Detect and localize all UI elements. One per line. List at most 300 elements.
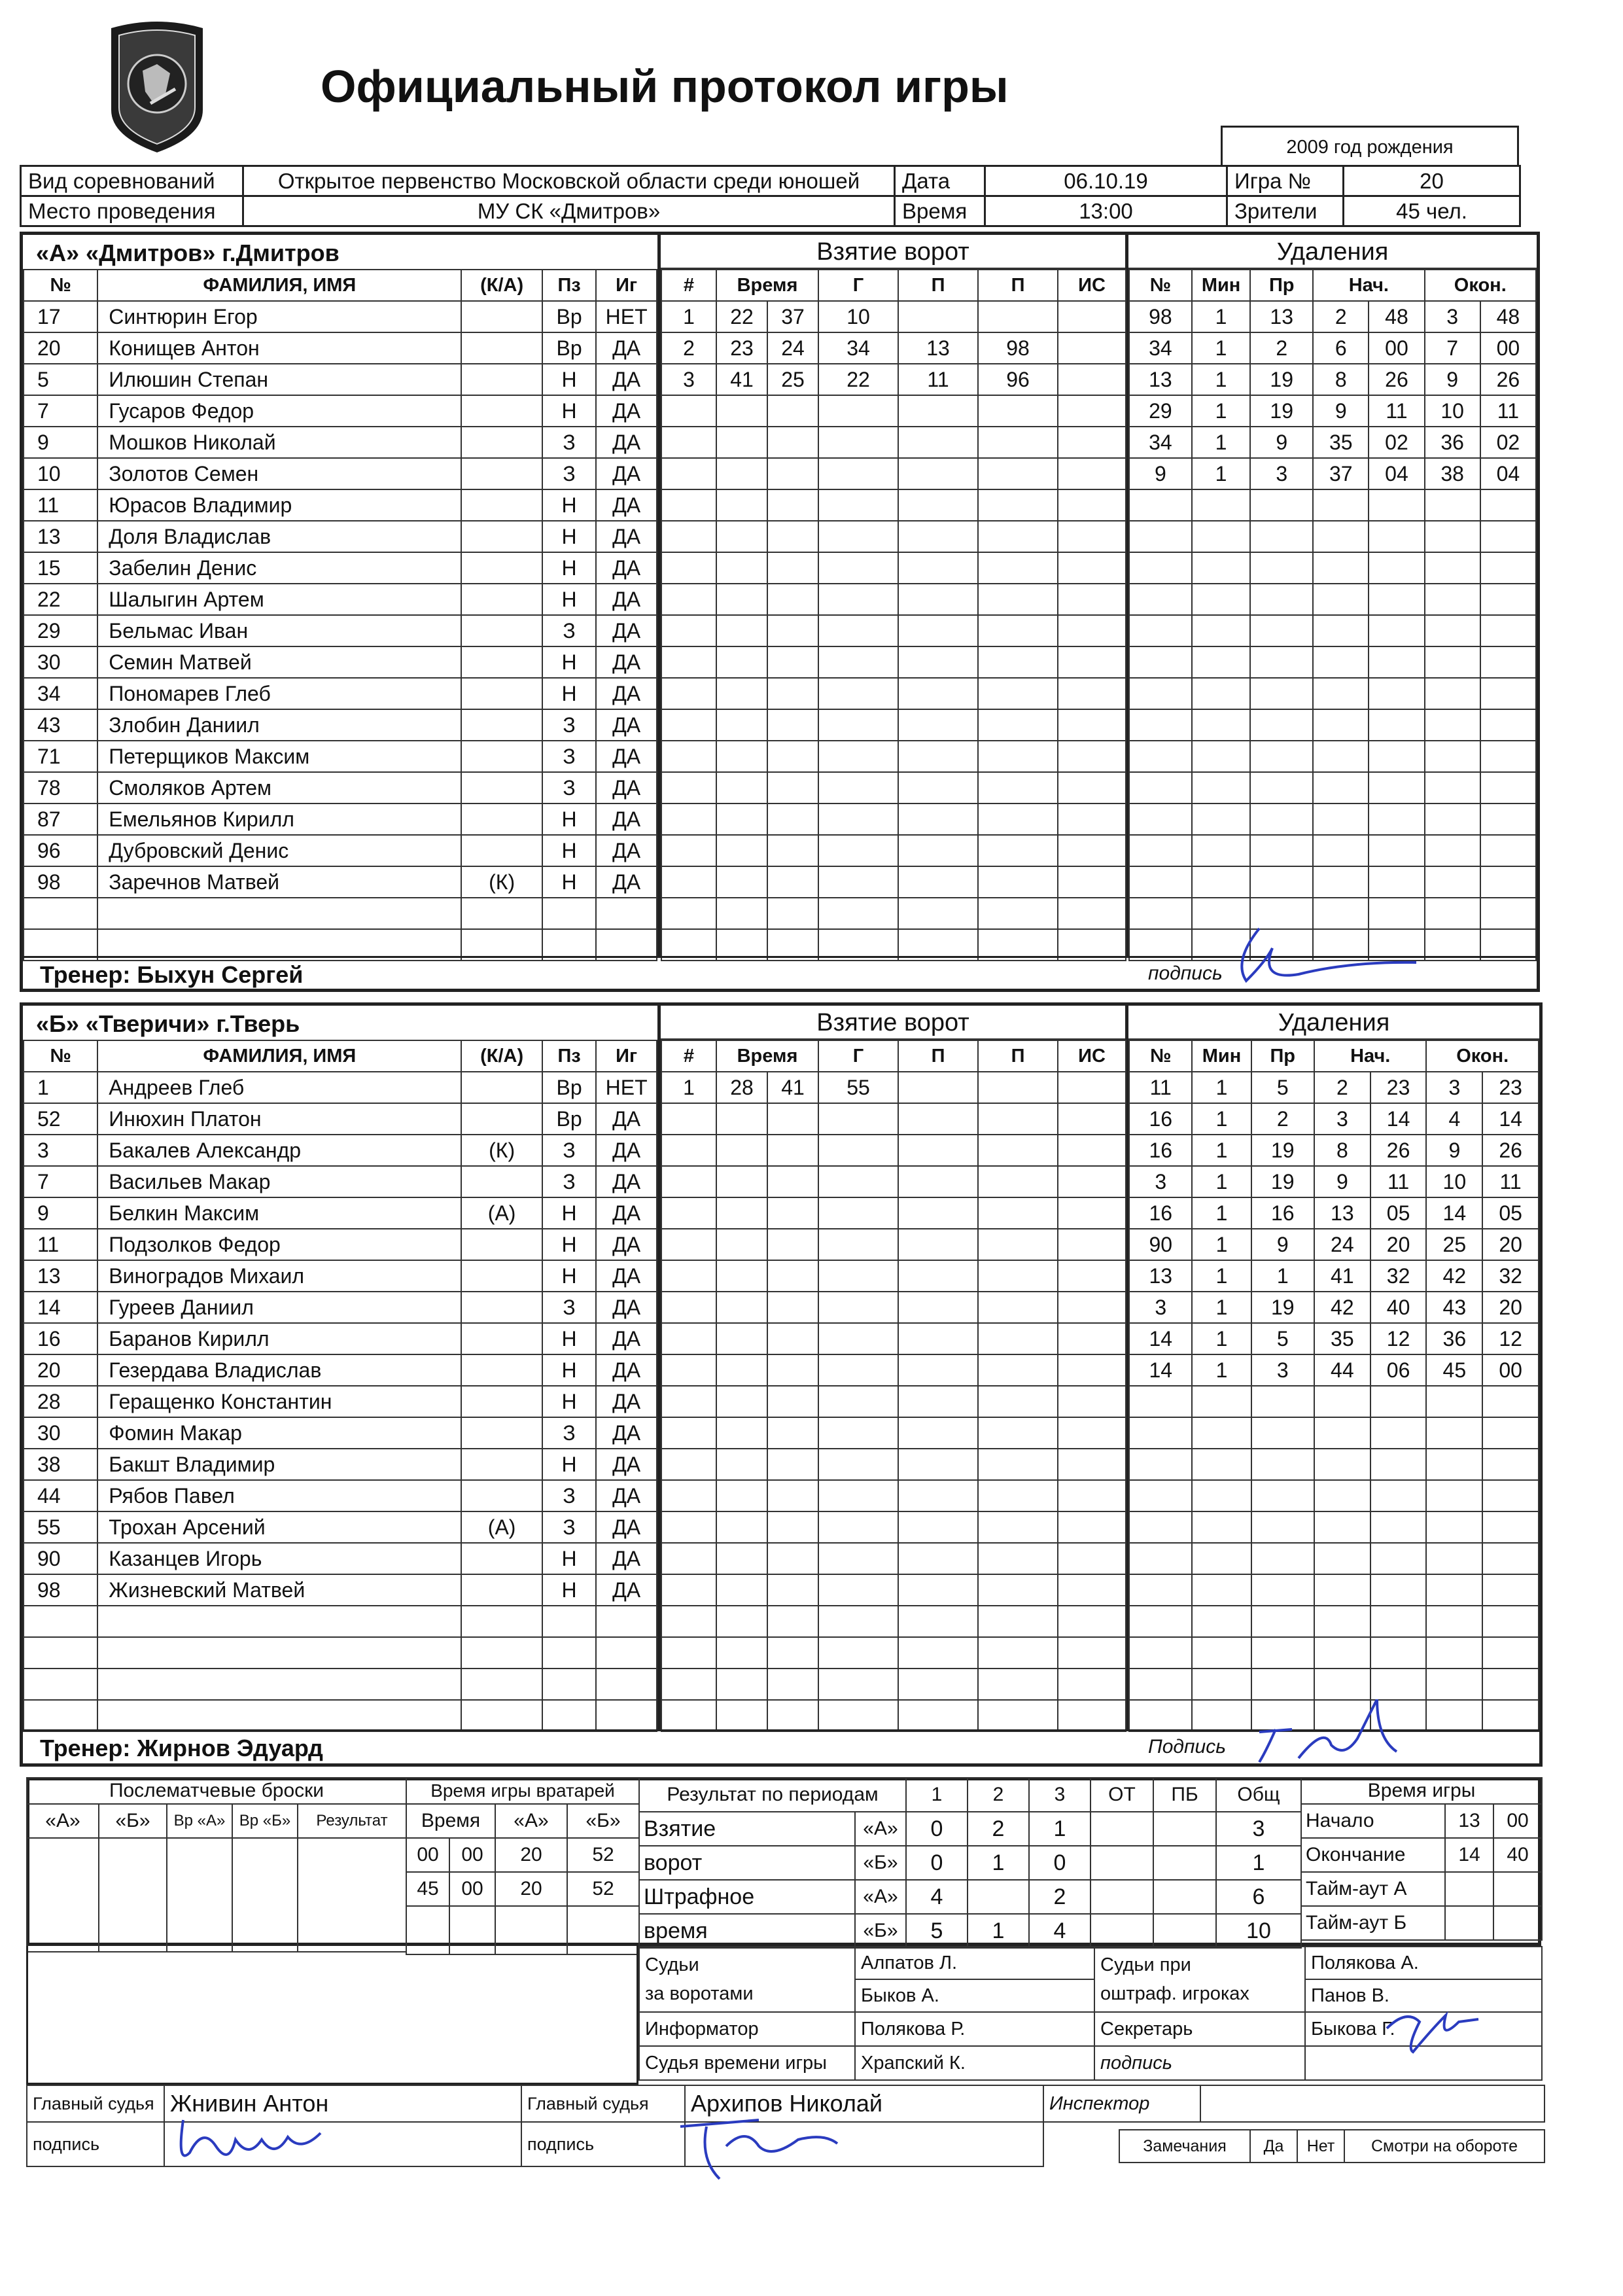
player-number: 55 (24, 1511, 97, 1543)
goal-second (767, 1700, 818, 1731)
player-played: ДА (596, 395, 657, 427)
goals-label-1: Взятие (639, 1812, 855, 1846)
pen-player (1129, 521, 1192, 552)
goal-assist1 (898, 1323, 978, 1354)
goal-number (661, 772, 716, 804)
pen-end-sec (1482, 1417, 1539, 1449)
player-position: З (542, 1511, 596, 1543)
player-played: ДА (596, 521, 657, 552)
pen-start-sec (1369, 866, 1424, 898)
goal-number (661, 1511, 716, 1543)
pen-start-sec: 02 (1369, 427, 1424, 458)
player-role (461, 1166, 542, 1197)
goal-number (661, 1543, 716, 1574)
table-row (1129, 1417, 1539, 1449)
table-row (661, 1449, 1126, 1480)
player-position (542, 1700, 596, 1731)
table-row (661, 1103, 1126, 1135)
roster-header-num: № (24, 1040, 97, 1072)
goal-assist2 (978, 1229, 1058, 1260)
pim-b-team: «Б» (855, 1914, 906, 1948)
table-row (1129, 741, 1536, 772)
player-role (461, 709, 542, 741)
pen-player (1129, 1700, 1192, 1731)
periods-table (638, 1777, 1302, 1949)
pen-reason: 9 (1250, 427, 1313, 458)
player-name: Золотов Семен (97, 458, 461, 489)
pen-minutes: 1 (1192, 1323, 1251, 1354)
pim-a-total: 6 (1216, 1880, 1301, 1914)
player-played: ДА (596, 772, 657, 804)
pen-start-sec (1370, 1543, 1427, 1574)
pen-end-min: 14 (1426, 1197, 1482, 1229)
head-ref-2-name: Архипов Николай (685, 2085, 1043, 2122)
pim-a-p1: 4 (906, 1880, 968, 1914)
player-role (461, 1229, 542, 1260)
pen-reason: 3 (1251, 1354, 1314, 1386)
pen-minutes (1192, 1700, 1251, 1731)
pen-minutes: 1 (1192, 458, 1250, 489)
time-value: 13:00 (985, 196, 1227, 226)
pen-player (1129, 1669, 1192, 1700)
player-position: Вр (542, 1103, 596, 1135)
goal-scorer (818, 1135, 898, 1166)
player-played: ДА (596, 364, 657, 395)
player-name: Баранов Кирилл (97, 1323, 461, 1354)
pen-start-sec: 12 (1370, 1323, 1427, 1354)
player-played (596, 1606, 657, 1637)
pen-reason (1250, 709, 1313, 741)
pen-reason (1251, 1449, 1314, 1480)
shootout-vra: Вр «А» (167, 1804, 232, 1838)
table-row (661, 521, 1126, 552)
goal-situation (1058, 458, 1126, 489)
goal-scorer (818, 615, 898, 646)
pen-reason (1251, 1417, 1314, 1449)
goal-assist2 (978, 395, 1058, 427)
goal-number (661, 1417, 716, 1449)
player-position: З (542, 1135, 596, 1166)
pen-end-min: 43 (1426, 1292, 1482, 1323)
pen-start-min (1314, 1669, 1370, 1700)
pen-header-min: Мин (1192, 270, 1250, 301)
pen-start-min: 24 (1314, 1229, 1370, 1260)
pen-start-sec: 06 (1370, 1354, 1427, 1386)
player-position: З (542, 1480, 596, 1511)
pen-player: 14 (1129, 1354, 1192, 1386)
goal-assist2 (978, 741, 1058, 772)
pen-reason (1250, 835, 1313, 866)
table-row (1129, 1449, 1539, 1480)
goal-scorer (818, 1543, 898, 1574)
player-position: Н (542, 678, 596, 709)
goal-judges-label-1: Судьи (645, 1954, 699, 1975)
goal-minute: 22 (716, 301, 767, 332)
pen-minutes: 1 (1192, 1166, 1251, 1197)
goal-number: 1 (661, 301, 716, 332)
player-name: Рябов Павел (97, 1480, 461, 1511)
player-position: Н (542, 1354, 596, 1386)
goal-assist1 (898, 678, 978, 709)
goal-number (661, 1669, 716, 1700)
player-number (24, 1700, 97, 1731)
player-played: ДА (596, 678, 657, 709)
goal-number (661, 395, 716, 427)
goal-second (767, 395, 818, 427)
goals-header-num: # (661, 270, 716, 301)
goal-number (661, 835, 716, 866)
player-number: 7 (24, 395, 97, 427)
player-position: З (542, 1417, 596, 1449)
player-number: 11 (24, 1229, 97, 1260)
player-played: ДА (596, 1260, 657, 1292)
table-row (661, 678, 1126, 709)
player-position: Н (542, 646, 596, 678)
player-role (461, 804, 542, 835)
goal-number (661, 1449, 716, 1480)
goals-title: Взятие ворот (661, 235, 1125, 269)
goal-second (767, 615, 818, 646)
pen-start-sec: 20 (1370, 1229, 1427, 1260)
pen-end-min (1426, 1606, 1482, 1637)
pen-end-sec: 04 (1480, 458, 1536, 489)
goalie-time-table (406, 1777, 640, 1955)
roster-header-pos: Пз (542, 1040, 596, 1072)
remarks-no[interactable]: Нет (1297, 2130, 1344, 2163)
goal-situation (1058, 1417, 1126, 1449)
pim-b-pb (1153, 1914, 1216, 1948)
goal-assist1 (898, 1197, 978, 1229)
pen-player (1129, 1511, 1192, 1543)
player-number (24, 1637, 97, 1669)
player-played: ДА (596, 804, 657, 835)
remarks-yes[interactable]: Да (1250, 2130, 1297, 2163)
player-role (461, 646, 542, 678)
pen-start-min: 2 (1314, 1072, 1370, 1103)
goalie-row2-min: 45 (406, 1872, 449, 1906)
pen-minutes: 1 (1192, 332, 1250, 364)
goal-assist1 (898, 584, 978, 615)
goal-minute (716, 898, 767, 929)
table-row (24, 741, 657, 772)
pen-end-sec: 02 (1480, 427, 1536, 458)
table-row (661, 1166, 1126, 1197)
pen-start-min (1314, 1511, 1370, 1543)
goal-second: 25 (767, 364, 818, 395)
pen-end-sec (1480, 835, 1536, 866)
pen-end-min (1425, 521, 1480, 552)
table-row (661, 1669, 1126, 1700)
goal-number (661, 1197, 716, 1229)
pen-minutes (1192, 866, 1250, 898)
goalie-row2-sec: 00 (449, 1872, 495, 1906)
pen-reason (1251, 1511, 1314, 1543)
player-played: ДА (596, 332, 657, 364)
pen-end-sec: 11 (1480, 395, 1536, 427)
pen-end-min (1425, 804, 1480, 835)
pen-minutes (1192, 741, 1250, 772)
goal-scorer (818, 898, 898, 929)
goal-assist1 (898, 898, 978, 929)
team-b-section (20, 1002, 1543, 1767)
player-number: 15 (24, 552, 97, 584)
goal-assist2 (978, 1669, 1058, 1700)
pim-a-p2 (968, 1880, 1029, 1914)
goal-situation (1058, 1669, 1126, 1700)
player-name: Семин Матвей (97, 646, 461, 678)
goal-number (661, 1480, 716, 1511)
table-row (661, 772, 1126, 804)
pen-end-sec (1480, 646, 1536, 678)
goal-second (767, 584, 818, 615)
table-row (661, 458, 1126, 489)
goal-scorer (818, 646, 898, 678)
pen-start-sec (1370, 1669, 1427, 1700)
player-role (461, 1072, 542, 1103)
player-position: З (542, 615, 596, 646)
pen-reason (1250, 741, 1313, 772)
goal-situation (1058, 898, 1126, 929)
player-number: 16 (24, 1323, 97, 1354)
table-row (661, 1135, 1126, 1166)
goals-b-p1: 0 (906, 1846, 968, 1880)
player-name: Гезердава Владислав (97, 1354, 461, 1386)
player-role (461, 395, 542, 427)
goal-number (661, 1574, 716, 1606)
table-row (1129, 709, 1536, 741)
table-row (661, 427, 1126, 458)
pen-start-min (1313, 678, 1369, 709)
pen-start-min (1313, 741, 1369, 772)
player-position: З (542, 458, 596, 489)
goal-minute (716, 395, 767, 427)
goals-b-total: 1 (1216, 1846, 1301, 1880)
pen-reason: 19 (1250, 364, 1313, 395)
pen-start-min: 41 (1314, 1260, 1370, 1292)
pen-header-start: Нач. (1313, 270, 1424, 301)
pen-reason (1250, 646, 1313, 678)
pen-start-sec: 11 (1369, 395, 1424, 427)
goal-assist2 (978, 1103, 1058, 1135)
player-role (461, 1700, 542, 1731)
pen-end-min: 36 (1426, 1323, 1482, 1354)
goal-scorer (818, 1669, 898, 1700)
player-name: Смоляков Артем (97, 772, 461, 804)
player-name: Емельянов Кирилл (97, 804, 461, 835)
goal-second (767, 898, 818, 929)
informer-name: Полякова Р. (855, 2012, 1094, 2046)
player-played: ДА (596, 866, 657, 898)
goal-assist1 (898, 1669, 978, 1700)
goal-assist2 (978, 1449, 1058, 1480)
shootout-cell (167, 1838, 232, 1952)
player-role (461, 427, 542, 458)
timeout-b-label: Тайм-аут Б (1301, 1906, 1445, 1940)
pen-start-sec (1369, 678, 1424, 709)
table-row (24, 1323, 657, 1354)
pen-minutes (1192, 804, 1250, 835)
roster-header-name: ФАМИЛИЯ, ИМЯ (97, 1040, 461, 1072)
goal-number: 3 (661, 364, 716, 395)
game-end-label: Окончание (1301, 1838, 1445, 1872)
table-row (24, 1543, 657, 1574)
table-row (24, 1700, 657, 1731)
period-ot: ОТ (1091, 1778, 1153, 1812)
pen-end-sec (1480, 709, 1536, 741)
goal-assist2 (978, 1511, 1058, 1543)
pen-end-min: 25 (1426, 1229, 1482, 1260)
goal-number (661, 709, 716, 741)
pen-end-sec: 11 (1482, 1166, 1539, 1197)
goal-situation (1058, 1480, 1126, 1511)
goal-second (767, 866, 818, 898)
goal-situation (1058, 1072, 1126, 1103)
goal-assist2 (978, 301, 1058, 332)
player-number (24, 898, 97, 929)
pen-start-sec: 48 (1369, 301, 1424, 332)
goals-b-p2: 1 (968, 1846, 1029, 1880)
blank-area (26, 1946, 638, 2085)
goal-scorer (818, 1229, 898, 1260)
table-row (661, 709, 1126, 741)
goal-assist1 (898, 1292, 978, 1323)
player-played: ДА (596, 1292, 657, 1323)
goal-judges-label-2: за воротами (645, 1983, 754, 2004)
player-role: (К) (461, 866, 542, 898)
player-name: Забелин Денис (97, 552, 461, 584)
goal-minute (716, 1606, 767, 1637)
shootout-a: «А» (27, 1804, 99, 1838)
pen-start-min (1314, 1543, 1370, 1574)
player-role: (А) (461, 1197, 542, 1229)
pen-start-min (1313, 709, 1369, 741)
player-number: 5 (24, 364, 97, 395)
player-number: 87 (24, 804, 97, 835)
pen-end-sec: 00 (1480, 332, 1536, 364)
pen-player (1129, 552, 1192, 584)
venue-label: Место проведения (21, 196, 243, 226)
goals-label-2: ворот (639, 1846, 855, 1880)
goal-second (767, 1323, 818, 1354)
pen-reason (1250, 584, 1313, 615)
goals-a-total: 3 (1216, 1812, 1301, 1846)
player-position: Н (542, 521, 596, 552)
player-number: 44 (24, 1480, 97, 1511)
goal-minute (716, 1103, 767, 1135)
pim-b-total: 10 (1216, 1914, 1301, 1948)
team-b-penalties-panel (1128, 1006, 1539, 1729)
pen-end-min (1426, 1511, 1482, 1543)
goal-scorer: 34 (818, 332, 898, 364)
pen-end-min: 38 (1425, 458, 1480, 489)
player-number: 98 (24, 866, 97, 898)
goal-minute (716, 741, 767, 772)
penalty-judge-2: Панов В. (1305, 1979, 1542, 2012)
player-name: Юрасов Владимир (97, 489, 461, 521)
goal-situation (1058, 584, 1126, 615)
goal-second (767, 709, 818, 741)
goal-assist2 (978, 1386, 1058, 1417)
pen-start-sec (1369, 521, 1424, 552)
goal-minute (716, 804, 767, 835)
player-name: Андреев Глеб (97, 1072, 461, 1103)
comp-value: Открытое первенство Московской области среди юношей (243, 166, 895, 196)
goalie-row1-sec: 00 (449, 1838, 495, 1872)
goals-a-ot (1091, 1812, 1153, 1846)
pen-end-sec (1480, 489, 1536, 521)
pen-end-min: 36 (1425, 427, 1480, 458)
pen-reason: 19 (1251, 1292, 1314, 1323)
pen-start-min (1313, 521, 1369, 552)
goal-second (767, 1637, 818, 1669)
team-b-title: «Б» «Тверичи» г.Тверь (36, 1010, 300, 1037)
pen-end-min: 10 (1426, 1166, 1482, 1197)
goal-number: 1 (661, 1072, 716, 1103)
pen-end-min (1426, 1637, 1482, 1669)
goal-assist1 (898, 835, 978, 866)
player-name: Казанцев Игорь (97, 1543, 461, 1574)
goal-number (661, 1166, 716, 1197)
pen-end-min (1425, 866, 1480, 898)
goal-assist2 (978, 521, 1058, 552)
player-position: Вр (542, 1072, 596, 1103)
player-name: Гусаров Федор (97, 395, 461, 427)
player-played: ДА (596, 646, 657, 678)
shootout-title: Послематчевые броски (27, 1778, 406, 1804)
pim-a-p3: 2 (1029, 1880, 1091, 1914)
goal-assist2 (978, 1260, 1058, 1292)
table-row (24, 1135, 657, 1166)
table-row (1129, 1606, 1539, 1637)
player-name: Мошков Николай (97, 427, 461, 458)
player-played: ДА (596, 1480, 657, 1511)
pen-end-sec (1480, 521, 1536, 552)
goal-minute (716, 1637, 767, 1669)
player-played: ДА (596, 458, 657, 489)
goal-second (767, 427, 818, 458)
goal-assist1 (898, 521, 978, 552)
goal-minute (716, 1135, 767, 1166)
roster-header-ka: (К/А) (461, 1040, 542, 1072)
player-played (596, 898, 657, 929)
goal-minute (716, 866, 767, 898)
player-position (542, 1669, 596, 1700)
pen-start-sec (1370, 1606, 1427, 1637)
goal-scorer (818, 678, 898, 709)
goal-assist2: 96 (978, 364, 1058, 395)
timeout-a-label: Тайм-аут А (1301, 1872, 1445, 1906)
pen-end-min: 45 (1426, 1354, 1482, 1386)
pen-end-min (1426, 1480, 1482, 1511)
goal-assist2 (978, 1323, 1058, 1354)
secretary-label: Секретарь (1094, 2012, 1305, 2046)
goal-situation (1058, 1229, 1126, 1260)
goal-assist1 (898, 1574, 978, 1606)
goal-number (661, 898, 716, 929)
pen-reason (1250, 804, 1313, 835)
goal-minute (716, 678, 767, 709)
table-row (24, 1072, 657, 1103)
pen-player (1129, 898, 1192, 929)
player-played: ДА (596, 1574, 657, 1606)
player-role (461, 332, 542, 364)
pen-reason: 19 (1251, 1135, 1314, 1166)
pen-player (1129, 772, 1192, 804)
goal-assist2 (978, 1606, 1058, 1637)
pen-start-sec (1369, 489, 1424, 521)
goal-assist1 (898, 1480, 978, 1511)
goals-header-assist2: П (978, 1040, 1058, 1072)
